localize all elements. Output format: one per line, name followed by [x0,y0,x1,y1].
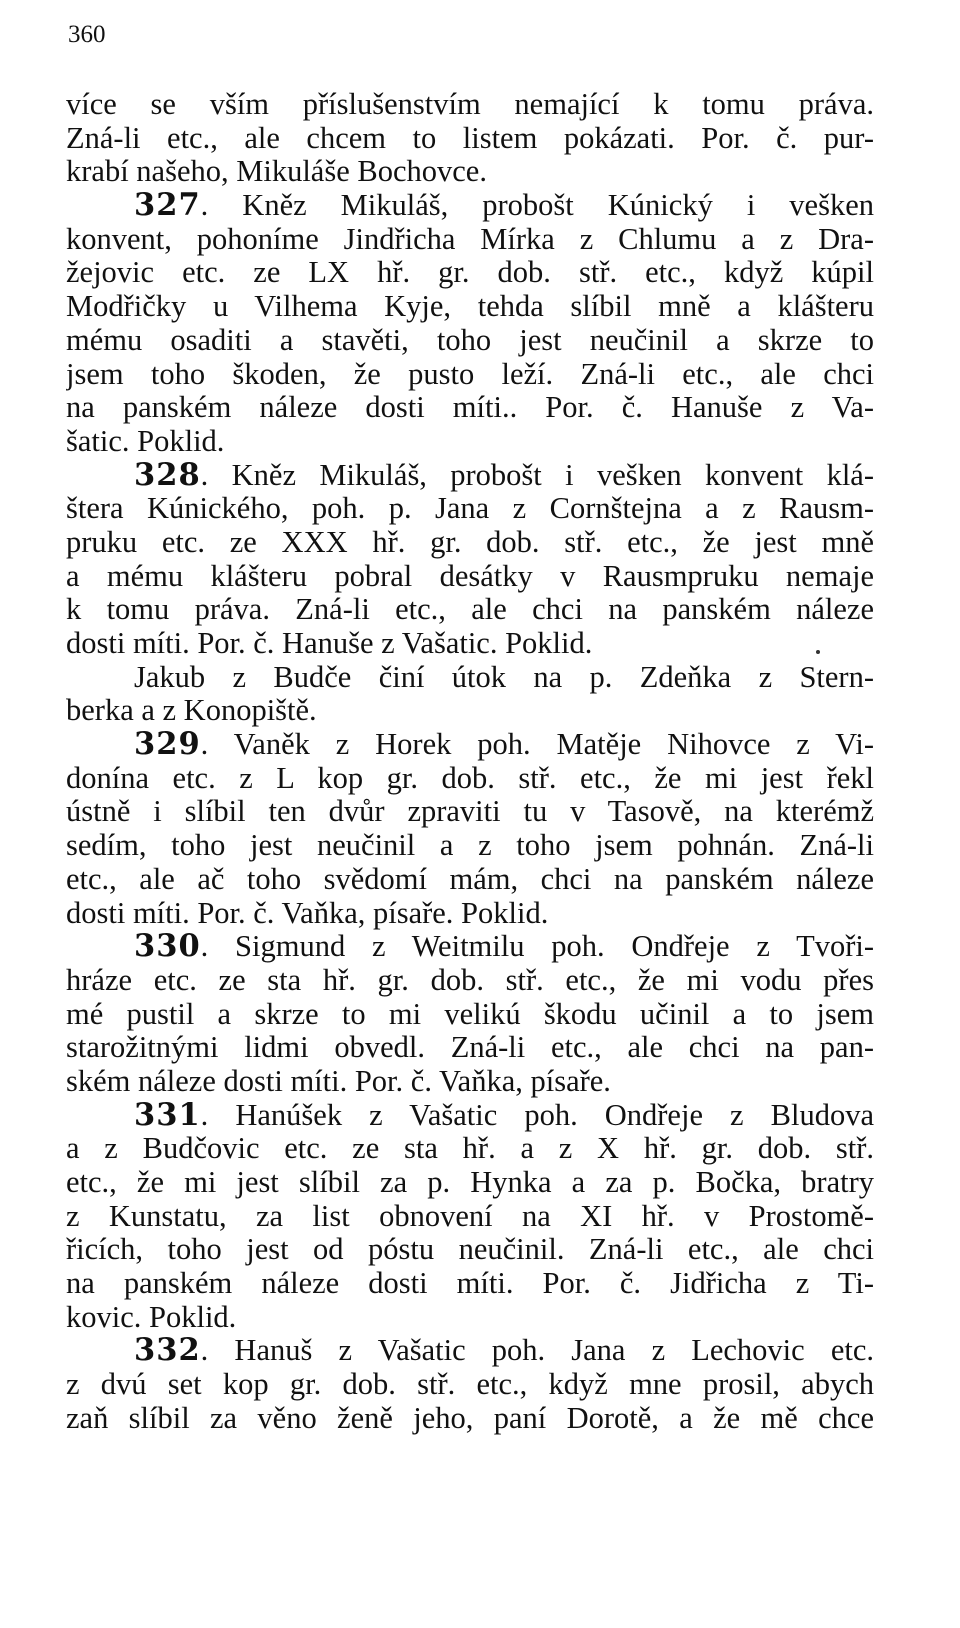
line-text: a z Budčovic etc. ze sta hř. a z X hř. gr. dob. stř. [66,1132,874,1166]
text-line [66,560,874,594]
line-text: Zná-li etc., ale chcem to listem pokázati. Por. č. pur- [66,121,874,155]
text-line [66,1200,874,1234]
line-text: zaň slíbil za věno ženě jeho, paní Dorotě, a že mě chce [66,1401,874,1435]
line-text: hráze etc. ze sta hř. gr. dob. stř. etc., že mi vodu přes [66,963,874,997]
entry-start-line [66,1099,874,1133]
line-text: jsem toho škoden, že pusto leží. Zná-li etc., ale chci [66,357,874,391]
text-line [66,1402,874,1436]
line-text: na panském náleze dosti míti.. Por. č. Hanuše z Va- [66,391,874,425]
line-text: Jakub z Budče činí útok na p. Zdeňka z Stern- [134,660,874,694]
text-line [66,795,874,829]
text-body [66,88,874,1436]
text-line [66,223,874,257]
line-text: . Hanuš z Vašatic poh. Jana z Lechovic etc. [200,1334,874,1368]
line-text: štera Kúnického, poh. p. Jana z Cornštejna a z Rausm- [66,492,874,526]
line-text: . Kněz Mikuláš, probošt Kúnický i vešken [200,189,874,223]
text-line [66,1267,874,1301]
entry-number: 328 [134,458,201,493]
text-line [66,661,874,695]
line-text: sedím, toho jest neučinil a z toho jsem pohnán. Zná-li [66,829,874,863]
text-line [66,1368,874,1402]
line-text: a mému klášteru pobral desátky v Rausmpruku nemaje [66,559,874,593]
line-text: žejovic etc. ze LX hř. gr. dob. stř. etc., když kúpil [66,256,874,290]
line-text: etc., ale ač toho svědomí mám, chci na panském náleze [66,862,874,896]
text-line [66,1301,874,1335]
entry-start-line [66,459,874,493]
text-line [66,1065,874,1099]
text-line [66,1166,874,1200]
text-line [66,290,874,324]
page-number: 360 [68,21,106,48]
line-text: konvent, pohoníme Jindřicha Mírka z Chlumu a z Dra- [66,222,874,256]
text-line [66,1031,874,1065]
line-text: starožitnými lidmi obvedl. Zná-li etc., ale chci na pan- [66,1031,874,1065]
line-text: . Sigmund z Weitmilu poh. Ondřeje z Tvoři- [200,930,874,964]
line-text: pruku etc. ze XXX hř. gr. dob. stř. etc., že jest mně [66,525,874,559]
line-text: ústně i slíbil ten dvůr zpraviti tu v Tasově, na kterémž [66,795,874,829]
text-line [66,897,874,931]
text-line [66,155,874,189]
stray-dot-mark [816,650,820,654]
line-text: ském náleze dosti míti. Por. č. Vaňka, písaře. [66,1064,611,1098]
line-text: dosti míti. Por. č. Vaňka, písaře. Poklid. [66,896,549,930]
text-line [66,1233,874,1267]
text-line [66,122,874,156]
text-line [66,526,874,560]
line-text: Modřičky u Vilhema Kyje, tehda slíbil mně a klášteru [66,290,874,324]
entry-number: 332 [134,1334,201,1369]
text-line [66,256,874,290]
text-line [66,998,874,1032]
text-line [66,863,874,897]
entry-number: 327 [134,189,201,223]
entry-start-line [66,1334,874,1368]
text-line [66,324,874,358]
entry-number: 330 [134,930,201,964]
text-line [66,1132,874,1166]
text-line [66,627,874,661]
line-text: . Kněz Mikuláš, probošt i vešken konvent klá- [200,458,874,492]
line-text: dosti míti. Por. č. Hanuše z Vašatic. Poklid. [66,627,593,660]
line-text: z dvú set kop gr. dob. stř. etc., když mne prosil, abych [66,1368,874,1402]
text-line [66,425,874,459]
entry-start-line [66,930,874,964]
text-line [66,391,874,425]
text-line [66,358,874,392]
line-text: etc., že mi jest slíbil za p. Hynka a za p. Bočka, bratry [66,1166,874,1199]
line-text: k tomu práva. Zná-li etc., ale chci na panském náleze [66,593,874,627]
line-text: krabí našeho, Mikuláše Bochovce. [66,155,487,189]
text-line [66,762,874,796]
line-text: kovic. Poklid. [66,1300,237,1334]
line-text: řicích, toho jest od póstu neučinil. Zná-li etc., ale chci [66,1233,874,1267]
text-line [66,593,874,627]
line-text: mé pustil a skrze to mi velikú škodu učinil a to jsem [66,997,874,1031]
line-text: šatic. Poklid. [66,424,225,458]
line-text: . Vaněk z Horek poh. Matěje Nihovce z Vi- [200,728,874,762]
line-text: více se vším příslušenstvím nemající k tomu práva. [66,88,874,121]
entry-number: 331 [134,1098,201,1133]
text-line [66,694,874,728]
text-line [66,492,874,526]
entry-start-line [66,728,874,762]
line-text: z Kunstatu, za list obnovení na XI hř. v Prostomě- [66,1199,874,1233]
line-text: . Hanúšek z Vašatic poh. Ondřeje z Bludova [200,1098,874,1132]
line-text: donína etc. z L kop gr. dob. stř. etc., že mi jest řekl [66,761,874,795]
line-text: berka a z Konopiště. [66,694,317,728]
entry-number: 329 [134,728,201,762]
text-line [66,964,874,998]
line-text: mému osaditi a stavěti, toho jest neučinil a skrze to [66,323,874,357]
entry-start-line [66,189,874,223]
line-text: na panském náleze dosti míti. Por. č. Jidřicha z Ti- [66,1267,874,1301]
text-line [66,829,874,863]
text-line [66,88,874,122]
